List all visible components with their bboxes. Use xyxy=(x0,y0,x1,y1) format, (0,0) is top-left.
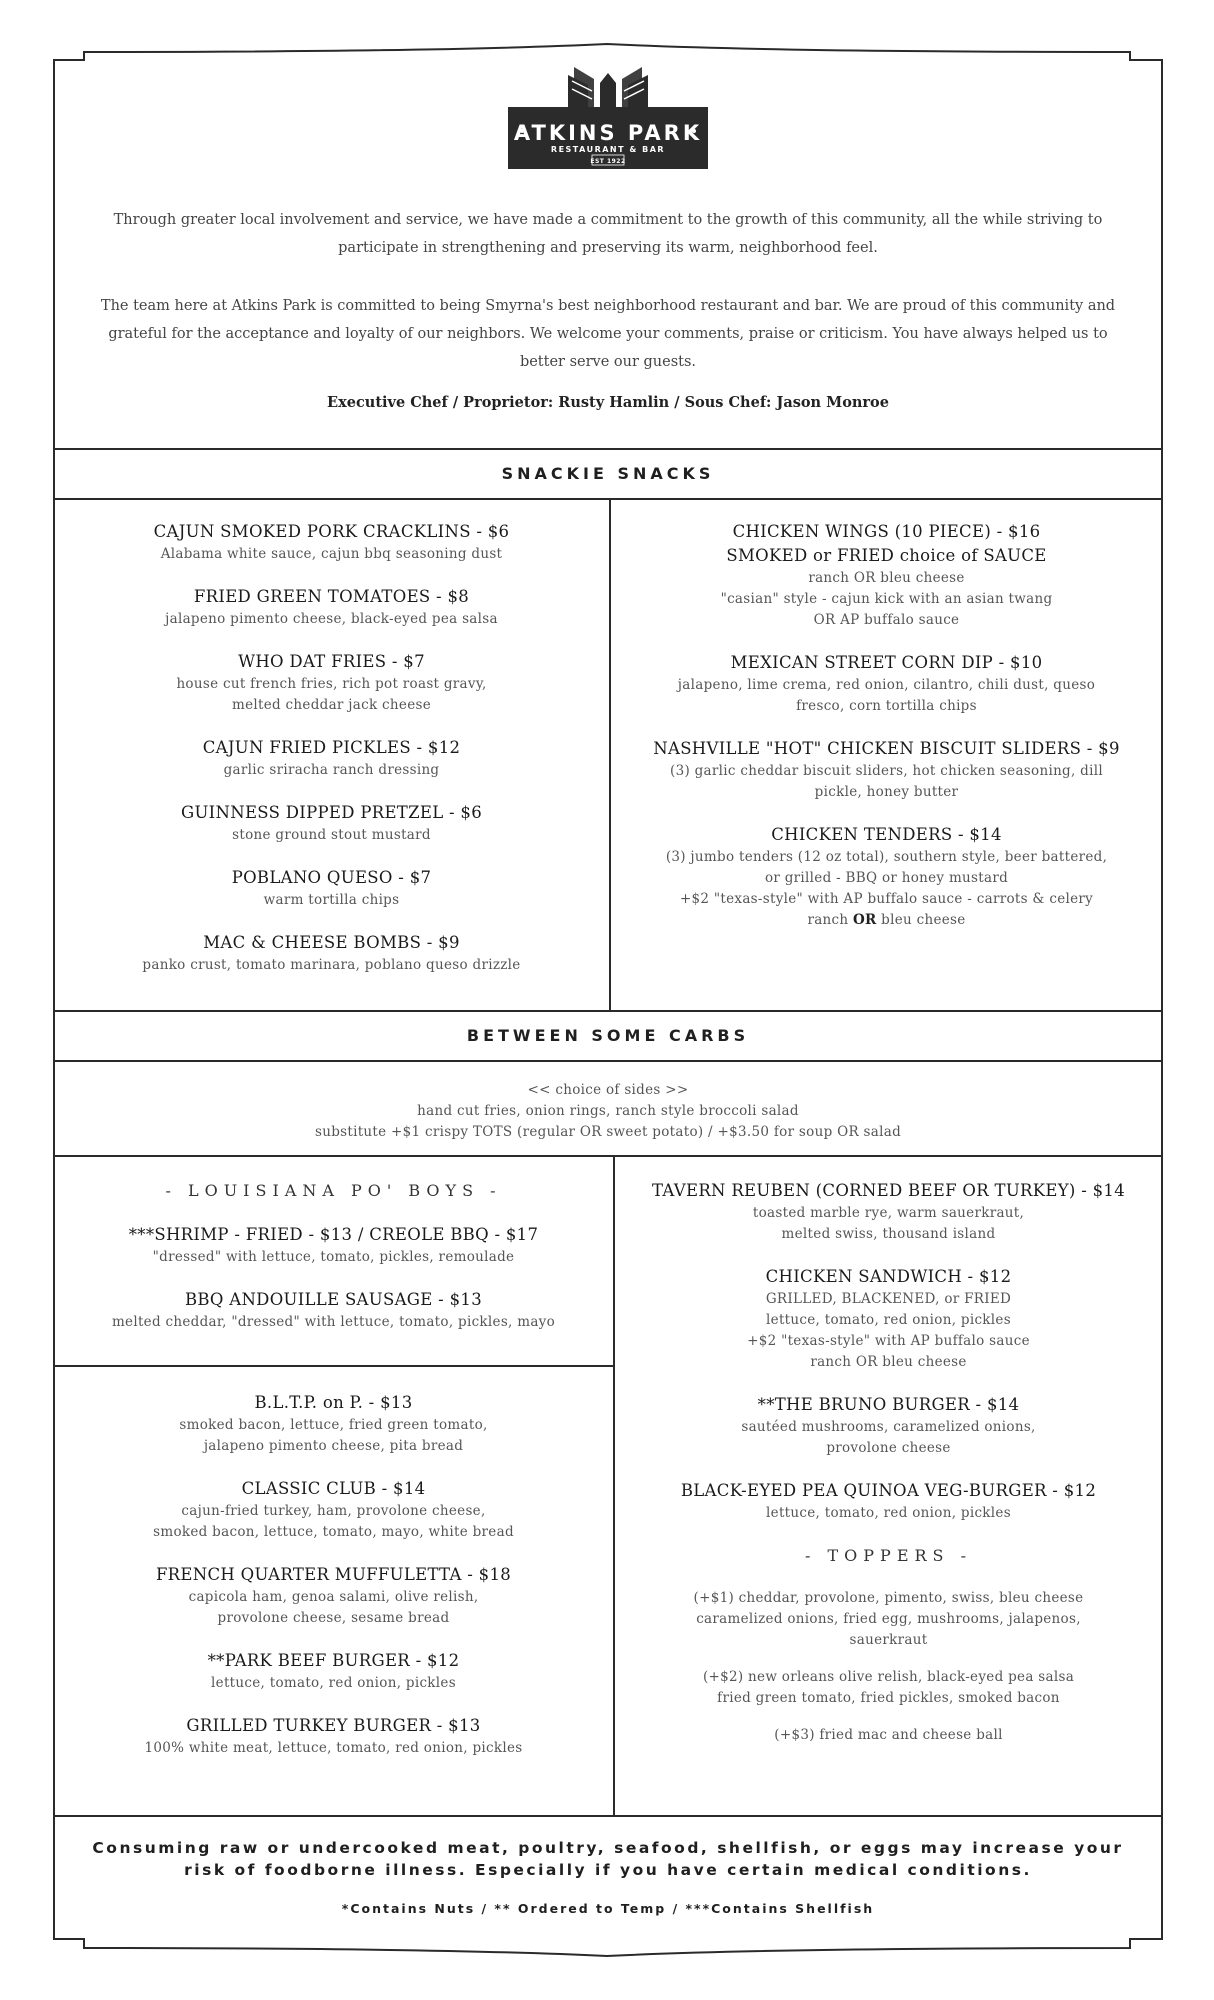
item-desc: (+$2) new orleans olive relish, black-eyed pea salsa xyxy=(702,1669,1075,1685)
item-desc: pickle, honey butter xyxy=(814,784,959,800)
desc-part: bleu cheese xyxy=(876,912,966,928)
carbs-right-column xyxy=(615,1157,1162,1815)
desc-part: ranch xyxy=(807,912,853,928)
item-desc: (3) jumbo tenders (12 oz total), southern style, beer battered, xyxy=(665,849,1108,865)
toppers-tier-3 xyxy=(637,1725,1140,1746)
item-desc: sauerkraut xyxy=(849,1632,928,1648)
item-desc: lettuce, tomato, red onion, pickles xyxy=(766,1505,1011,1521)
item-desc: smoked bacon, lettuce, fried green tomato, xyxy=(179,1417,488,1433)
item-desc: jalapeno, lime crema, red onion, cilantro, chili dust, queso xyxy=(677,677,1096,693)
item-name: POBLANO QUESO - $7 xyxy=(231,868,432,887)
menu-item xyxy=(74,736,589,781)
item-name: MAC & CHEESE BOMBS - $9 xyxy=(203,933,460,952)
item-desc: provolone cheese xyxy=(826,1440,951,1456)
item-name: CAJUN FRIED PICKLES - $12 xyxy=(202,738,461,757)
sides-substitute: substitute +$1 crispy TOTS (regular OR sweet potato) / +$3.50 for soup OR salad xyxy=(314,1124,902,1140)
item-desc: house cut french fries, rich pot roast gravy, xyxy=(176,676,487,692)
item-desc: (3) garlic cheddar biscuit sliders, hot chicken seasoning, dill xyxy=(670,763,1103,779)
snacks-right-column xyxy=(611,500,1162,1010)
item-name: CLASSIC CLUB - $14 xyxy=(241,1479,426,1498)
item-desc: ranch OR bleu cheese xyxy=(810,1354,967,1370)
menu-item xyxy=(74,1223,593,1268)
item-name: WHO DAT FRIES - $7 xyxy=(238,652,425,671)
menu-item xyxy=(74,866,589,911)
item-name: BBQ ANDOUILLE SAUSAGE - $13 xyxy=(185,1290,482,1309)
item-desc: "dressed" with lettuce, tomato, pickles, remoulade xyxy=(152,1249,515,1265)
item-desc: stone ground stout mustard xyxy=(232,827,431,843)
sandwiches-left xyxy=(54,1367,613,1759)
item-desc: melted cheddar, "dressed" with lettuce, tomato, pickles, mayo xyxy=(111,1314,556,1330)
item-name: CAJUN SMOKED PORK CRACKLINS - $6 xyxy=(153,522,510,541)
item-desc: panko crust, tomato marinara, poblano queso drizzle xyxy=(142,957,521,973)
item-desc: toasted marble rye, warm sauerkraut, xyxy=(752,1205,1025,1221)
menu-item xyxy=(74,1288,593,1333)
menu-item xyxy=(74,1714,593,1759)
logo-est: EST 1922 xyxy=(590,158,626,165)
item-desc: melted cheddar jack cheese xyxy=(232,697,431,713)
item-desc: cajun-fried turkey, ham, provolone cheese, xyxy=(181,1503,486,1519)
logo-subtitle: RESTAURANT & BAR xyxy=(550,145,666,154)
item-desc: Alabama white sauce, cajun bbq seasoning dust xyxy=(160,546,503,562)
poboys-box xyxy=(54,1157,613,1367)
item-desc: lettuce, tomato, red onion, pickles xyxy=(211,1675,456,1691)
item-desc xyxy=(629,910,1144,931)
item-name: FRIED GREEN TOMATOES - $8 xyxy=(193,587,470,606)
menu-item xyxy=(74,1649,593,1694)
item-name: CHICKEN SANDWICH - $12 xyxy=(765,1267,1012,1286)
menu-item xyxy=(74,801,589,846)
menu-item xyxy=(74,1563,593,1629)
item-name: SMOKED or FRIED choice of SAUCE xyxy=(726,546,1047,565)
item-desc: or grilled - BBQ or honey mustard xyxy=(764,870,1009,886)
item-desc: (+$1) cheddar, provolone, pimento, swiss, bleu cheese xyxy=(693,1590,1084,1606)
menu-item xyxy=(637,1265,1140,1373)
snacks-left-column xyxy=(54,500,611,1010)
logo-name: ATKINS PARK xyxy=(513,121,703,145)
poboys-title: - LOUISIANA PO' BOYS - xyxy=(165,1181,502,1200)
atkins-park-logo xyxy=(508,65,708,169)
item-desc: warm tortilla chips xyxy=(263,892,400,908)
item-name: FRENCH QUARTER MUFFULETTA - $18 xyxy=(155,1565,512,1584)
sides-heading: << choice of sides >> xyxy=(527,1082,689,1098)
food-safety-warning: Consuming raw or undercooked meat, poultry, seafood, shellfish, or eggs may increase your risk of foodborne illness. Especially if you have certain medical conditions. xyxy=(92,1839,1124,1879)
menu-item xyxy=(74,1391,593,1457)
menu-item xyxy=(629,520,1144,631)
snacks-section xyxy=(54,500,1162,1012)
desc-part-bold: OR xyxy=(852,912,877,928)
item-name: TAVERN REUBEN (CORNED BEEF OR TURKEY) - $14 xyxy=(651,1181,1126,1200)
menu-header xyxy=(54,60,1162,450)
menu-footer xyxy=(54,1817,1162,1916)
item-desc: +$2 "texas-style" with AP buffalo sauce - carrots & celery xyxy=(679,891,1094,907)
intro-paragraph-1: Through greater local involvement and service, we have made a commitment to the growth of this community, all the while striving to participate in strengthening and preserving its warm, neighborhood feel. xyxy=(113,212,1103,256)
menu-item xyxy=(74,585,589,630)
menu-item xyxy=(74,931,589,976)
item-desc: fresco, corn tortilla chips xyxy=(796,698,977,714)
item-name: BLACK-EYED PEA QUINOA VEG-BURGER - $12 xyxy=(680,1481,1097,1500)
item-name: GUINNESS DIPPED PRETZEL - $6 xyxy=(180,803,483,822)
intro-paragraph-2: The team here at Atkins Park is committed to being Smyrna's best neighborhood restaurant and bar. We are proud of this community and grateful for the acceptance and loyalty of our neighbors. We welcome your comments, praise or criticism. You have always helped us to better serve our guests. xyxy=(100,298,1116,370)
item-name: **THE BRUNO BURGER - $14 xyxy=(757,1395,1020,1414)
item-desc: caramelized onions, fried egg, mushrooms, jalapenos, xyxy=(696,1611,1081,1627)
item-desc: smoked bacon, lettuce, tomato, mayo, white bread xyxy=(153,1524,514,1540)
item-desc: sautéed mushrooms, caramelized onions, xyxy=(741,1419,1036,1435)
section-title-snacks: SNACKIE SNACKS xyxy=(54,450,1162,500)
menu-item xyxy=(74,650,589,716)
item-name: CHICKEN TENDERS - $14 xyxy=(771,825,1002,844)
item-name: **PARK BEEF BURGER - $12 xyxy=(207,1651,460,1670)
item-desc: lettuce, tomato, red onion, pickles xyxy=(766,1312,1011,1328)
item-desc: 100% white meat, lettuce, tomato, red onion, pickles xyxy=(144,1740,523,1756)
item-desc: capicola ham, genoa salami, olive relish, xyxy=(188,1589,479,1605)
item-desc: melted swiss, thousand island xyxy=(781,1226,996,1242)
toppers-tier-2 xyxy=(637,1667,1140,1709)
item-desc: jalapeno pimento cheese, black-eyed pea salsa xyxy=(165,611,498,627)
item-desc: provolone cheese, sesame bread xyxy=(217,1610,450,1626)
item-desc: GRILLED, BLACKENED, or FRIED xyxy=(765,1291,1012,1307)
section-title-carbs: BETWEEN SOME CARBS xyxy=(54,1012,1162,1062)
item-name: NASHVILLE "HOT" CHICKEN BISCUIT SLIDERS - $9 xyxy=(653,739,1120,758)
chef-credits: Executive Chef / Proprietor: Rusty Hamlin / Sous Chef: Jason Monroe xyxy=(327,394,889,411)
item-name: ***SHRIMP - FRIED - $13 / CREOLE BBQ - $17 xyxy=(128,1225,539,1244)
item-name: B.L.T.P. on P. - $13 xyxy=(254,1393,413,1412)
item-name: MEXICAN STREET CORN DIP - $10 xyxy=(730,653,1043,672)
sides-info xyxy=(54,1062,1162,1157)
item-name: GRILLED TURKEY BURGER - $13 xyxy=(186,1716,481,1735)
menu-item xyxy=(74,520,589,565)
carbs-section xyxy=(54,1157,1162,1817)
carbs-left-column xyxy=(54,1157,615,1815)
toppers-title: - TOPPERS - xyxy=(805,1546,972,1565)
menu-item xyxy=(637,1479,1140,1524)
menu-item xyxy=(629,737,1144,803)
menu-item xyxy=(74,1477,593,1543)
item-desc: (+$3) fried mac and cheese ball xyxy=(774,1727,1003,1743)
item-desc: garlic sriracha ranch dressing xyxy=(223,762,440,778)
toppers-tier-1 xyxy=(637,1588,1140,1651)
menu-item xyxy=(637,1393,1140,1459)
allergen-legend: *Contains Nuts / ** Ordered to Temp / ***Contains Shellfish xyxy=(341,1901,875,1916)
item-desc: +$2 "texas-style" with AP buffalo sauce xyxy=(747,1333,1030,1349)
menu-item xyxy=(629,651,1144,717)
item-desc: jalapeno pimento cheese, pita bread xyxy=(203,1438,464,1454)
item-desc: fried green tomato, fried pickles, smoked bacon xyxy=(717,1690,1060,1706)
sides-options: hand cut fries, onion rings, ranch style broccoli salad xyxy=(417,1103,799,1119)
menu xyxy=(54,60,1162,1916)
item-desc: ranch OR bleu cheese xyxy=(808,570,965,586)
menu-item xyxy=(637,1179,1140,1245)
item-desc: OR AP buffalo sauce xyxy=(813,612,960,628)
menu-item xyxy=(629,823,1144,931)
item-desc: "casian" style - cajun kick with an asian twang xyxy=(720,591,1053,607)
item-name: CHICKEN WINGS (10 PIECE) - $16 xyxy=(732,522,1041,541)
